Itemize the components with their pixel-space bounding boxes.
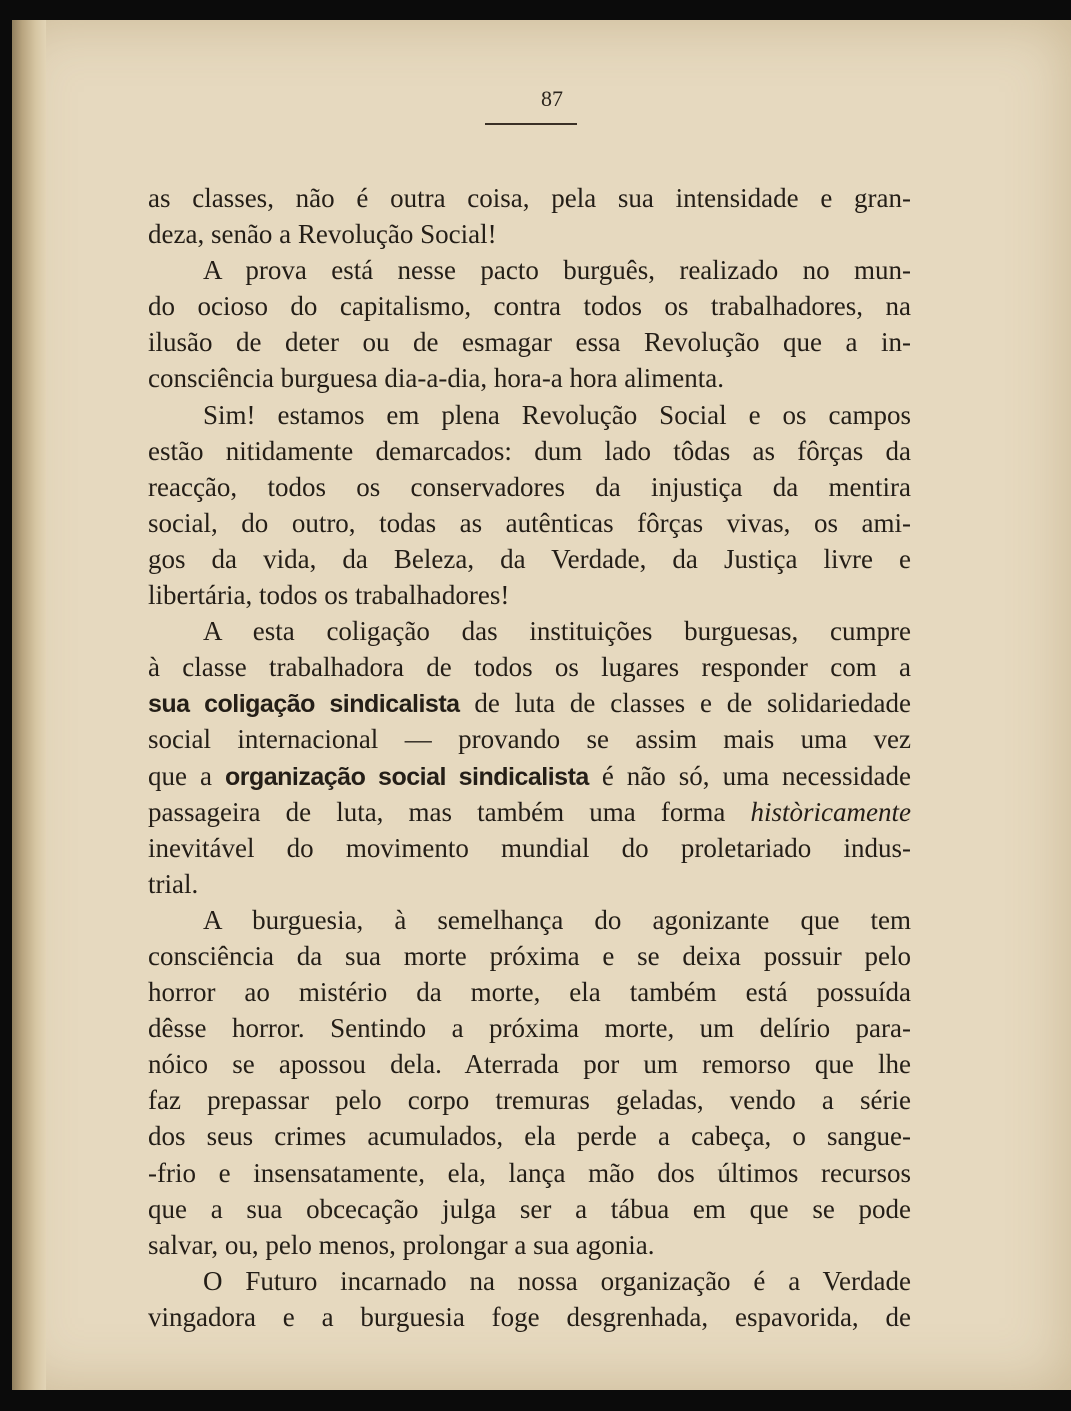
text-line bbox=[148, 1082, 911, 1118]
bold-phrase: sua coligação sindicalista bbox=[148, 690, 460, 719]
text-line-segment: as classes, não é outra coisa, pela sua intensidade e gran- bbox=[148, 183, 911, 213]
text-line bbox=[148, 288, 911, 324]
text-line bbox=[148, 685, 911, 721]
text-line bbox=[148, 360, 911, 396]
text-line bbox=[148, 902, 911, 938]
text-line bbox=[148, 397, 911, 433]
text-line-segment: nóico se apossou dela. Aterrada por um remorso que lhe bbox=[148, 1049, 911, 1080]
text-line-segment: que a bbox=[148, 760, 225, 791]
text-line-segment: salvar, ou, pelo menos, prolongar a sua agonia. bbox=[148, 1229, 655, 1260]
text-line bbox=[148, 758, 911, 794]
text-line-segment: -frio e insensatamente, ela, lança mão dos últimos recursos bbox=[148, 1157, 911, 1188]
text-line-segment: passageira de luta, mas também uma forma bbox=[148, 796, 751, 827]
text-line-segment: vingadora e a burguesia foge desgrenhada, espavorida, de bbox=[148, 1301, 911, 1332]
text-line-segment: consciência burguesa dia-a-dia, hora-a hora alimenta. bbox=[148, 363, 724, 394]
text-line bbox=[148, 1010, 911, 1046]
text-line-segment: O Futuro incarnado na nossa organização é a Verdade bbox=[203, 1265, 911, 1296]
text-line-segment: deza, senão a Revolução Social! bbox=[148, 219, 497, 250]
text-line-segment: estão nitidamente demarcados: dum lado tôdas as fôrças da bbox=[148, 435, 911, 466]
text-line-segment: horror ao mistério da morte, ela também está possuída bbox=[148, 977, 911, 1008]
page-gutter-shadow bbox=[12, 20, 46, 1390]
text-line-segment: A prova está nesse pacto burguês, realizado no mun- bbox=[203, 255, 911, 286]
text-line-segment: que a sua obcecação julga ser a tábua em que se pode bbox=[148, 1193, 911, 1224]
text-line-segment: de luta de classes e de solidariedade bbox=[459, 688, 911, 719]
text-line bbox=[148, 866, 911, 902]
text-line bbox=[148, 216, 911, 252]
text-line-segment: inevitável do movimento mundial do proletariado indus- bbox=[148, 832, 911, 863]
text-line bbox=[148, 505, 911, 541]
text-line bbox=[148, 938, 911, 974]
header-rule bbox=[485, 123, 577, 125]
text-line bbox=[148, 974, 911, 1010]
text-line-segment: Sim! estamos em plena Revolução Social e os campos bbox=[203, 399, 911, 430]
text-line bbox=[148, 180, 911, 216]
text-line-segment: reacção, todos os conservadores da injustiça da mentira bbox=[148, 471, 911, 502]
text-line bbox=[148, 433, 911, 469]
text-line bbox=[148, 649, 911, 685]
text-line bbox=[148, 721, 911, 757]
text-line-segment: consciência da sua morte próxima e se deixa possuir pelo bbox=[148, 940, 911, 971]
text-line bbox=[148, 1191, 911, 1227]
text-line bbox=[148, 1046, 911, 1082]
text-line-segment: é não só, uma necessidade bbox=[588, 760, 911, 791]
text-line-segment: à classe trabalhadora de todos os lugares responder com a bbox=[148, 652, 911, 683]
text-line-segment: dêsse horror. Sentindo a próxima morte, um delírio para- bbox=[148, 1013, 911, 1044]
text-line-segment: A burguesia, à semelhança do agonizante que tem bbox=[203, 904, 911, 935]
text-line-segment: social internacional — provando se assim mais uma vez bbox=[148, 724, 911, 755]
text-line bbox=[148, 830, 911, 866]
text-line-segment: dos seus crimes acumulados, ela perde a cabeça, o sangue- bbox=[148, 1121, 911, 1152]
text-line-segment: A esta coligação das instituições burguesas, cumpre bbox=[203, 616, 911, 647]
text-line bbox=[148, 1155, 911, 1191]
text-line bbox=[148, 324, 911, 360]
text-line-segment: ilusão de deter ou de esmagar essa Revolução que a in- bbox=[148, 327, 911, 358]
text-line bbox=[148, 1299, 911, 1335]
text-line bbox=[148, 613, 911, 649]
text-line-segment: do ocioso do capitalismo, contra todos os trabalhadores, na bbox=[148, 291, 911, 322]
text-line bbox=[148, 469, 911, 505]
text-line bbox=[148, 252, 911, 288]
book-page bbox=[12, 20, 1071, 1390]
text-line-segment: social, do outro, todas as autênticas fôrças vivas, os ami- bbox=[148, 507, 911, 538]
text-line bbox=[148, 794, 911, 830]
text-line bbox=[148, 1263, 911, 1299]
text-line-segment: faz prepassar pelo corpo tremuras geladas, vendo a série bbox=[148, 1085, 911, 1116]
page-number: 87 bbox=[541, 86, 563, 111]
text-line-segment: trial. bbox=[148, 868, 199, 899]
text-line bbox=[148, 1118, 911, 1154]
text-line bbox=[148, 1227, 911, 1263]
bold-phrase: organização social sindicalista bbox=[224, 762, 589, 791]
body-text bbox=[148, 180, 911, 1335]
text-line-segment: libertária, todos os trabalhadores! bbox=[148, 580, 510, 611]
text-line bbox=[148, 577, 911, 613]
text-line-segment: gos da vida, da Beleza, da Verdade, da Justiça livre e bbox=[148, 543, 911, 574]
text-line bbox=[148, 541, 911, 577]
italic-word: històricamente bbox=[750, 796, 911, 827]
